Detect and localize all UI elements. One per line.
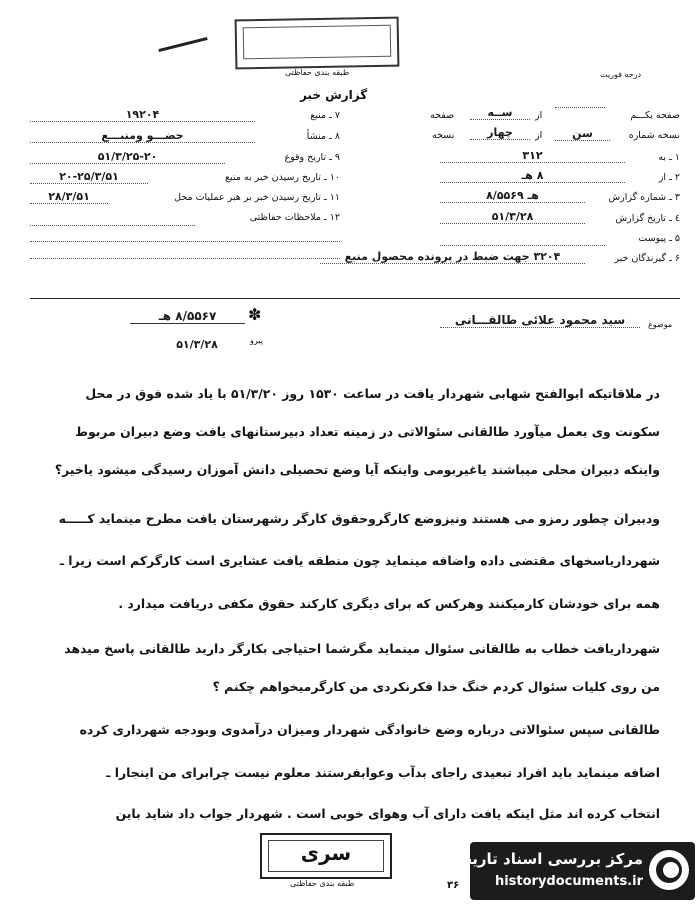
bottom-stamp-caption: طبقه بندی حفاظتی <box>290 879 355 888</box>
field-label-source: ۷ ـ منبع <box>310 110 340 121</box>
field-value-received-date: ۲۰-۲۵/۳/۵۱ <box>30 170 148 184</box>
field-label-protection-notes: ۱۲ ـ ملاحظات حفاظتی <box>249 212 340 223</box>
field-value-occurrence-date: ۵۱/۳/۲۵-۲۰ <box>30 150 225 164</box>
body-line: شهرداریاسخهای مقتضی داده واضافه مینماید چون منطقه یافت عشایری است کارگرکم است زیرا ـ <box>59 553 660 568</box>
field-value-report-date: ۵۱/۳/۲۸ <box>440 210 585 224</box>
field-label-recipients: ۶ ـ گیرندگان خبر <box>614 253 680 264</box>
body-line: ودبیران چطور رمزو می هستند ونیزوضع کارگروحقوق کارگر رشهرستان یافت مطرح مینماید کـــــه <box>58 511 660 526</box>
page-number: ۳۶ <box>447 880 460 891</box>
field-copy-unit: نسخه <box>432 130 455 141</box>
page-title: گزارش خبر <box>300 88 368 102</box>
field-value-recipients: ۳۲۰۴ جهت ضبط در پرونده محصول منبع <box>320 250 585 264</box>
body-line: اضافه مینماید باید افراد تبعیدی راجای بدآب وعوابفرستند معلوم نیست چرابرای من اینجارا ـ <box>106 765 660 780</box>
field-value-origin: حضـــو ومنبـــع <box>30 129 255 143</box>
field-line-notes-3 <box>30 257 340 259</box>
field-value-copy-number: سن <box>555 127 610 141</box>
field-label-ops-date: ۱۱ ـ تاریخ رسیدن خبر بر هبر عملیات محل <box>174 192 340 203</box>
field-value-page-total: ســه <box>470 106 530 120</box>
field-label-to: ۱ ـ به <box>658 152 680 163</box>
body-line: انتخاب کرده اند مثل اینکه یافت دارای آب وهوای خوبی است . شهردار جواب داد شاید باین <box>115 806 660 821</box>
priority-label: درجه فوریت <box>600 70 642 79</box>
archive-logo-icon <box>649 850 689 890</box>
field-line-notes <box>30 224 195 226</box>
field-label-attachment: ۵ ـ پیوست <box>638 233 680 244</box>
field-label-page: صفحه یکـــم <box>630 110 680 121</box>
body-line: من روی کلیات سئوال کردم خنگ خدا فکرنکردی من کارگرمیخواهم چکنم ؟ <box>212 679 660 694</box>
field-value-to: ۳۱۲ <box>440 149 625 163</box>
stamp-secret-text: سری <box>300 841 352 865</box>
field-label-origin: ۸ ـ منشأ <box>306 131 340 142</box>
watermark-url: historydocuments.ir <box>494 874 643 889</box>
reference-date: ۵۱/۳/۲۸ <box>176 338 218 351</box>
field-label-from: ۲ ـ از <box>658 172 680 183</box>
classification-stamp-bottom <box>260 833 392 879</box>
field-page-number-blank <box>555 107 605 108</box>
subject-label: موضوع <box>648 320 673 329</box>
subject-value: سید محمود علائی طالقـــانی <box>440 313 640 328</box>
body-line: واینکه دبیران محلی میباشند یاغیربومی واینکه آیا وضع تحصیلی دانش آموزان رسیدگی میشود یاخیر؟ <box>54 462 660 477</box>
body-line: همه برای خودشان کارمیکنند وهرکس که برای دیگری کارکند حقوق مکفی دریافت میدارد . <box>118 596 660 611</box>
field-page-of: از <box>535 110 543 121</box>
field-value-from: ۸ هـ <box>440 169 625 183</box>
field-label-report-date: ٤ ـ تاریخ گزارش <box>615 213 680 224</box>
field-label-occurrence-date: ۹ ـ تاریخ وقوع <box>284 152 340 163</box>
follow-label: پیرو <box>250 336 263 345</box>
divider <box>30 298 680 299</box>
classification-stamp-top <box>235 17 400 70</box>
body-line: در ملاقاتیکه ابوالفتح شهابی شهردار یافت در ساعت ۱۵۳۰ روز ۵۱/۳/۲۰ با یاد شده فوق در محل <box>85 386 660 401</box>
body-line: طالقانی سپس سئوالاتی درباره وضع خانوادگی شهردار ومیزان درآمدوی وبودجه شهرداری کرده <box>79 722 660 737</box>
field-value-report-number: ۸/۵۵۶۹ هـ <box>440 189 585 203</box>
field-value-copy-total: چهار <box>470 126 530 140</box>
field-copy-of: از <box>535 130 543 141</box>
field-value-ops-date: ۲۸/۳/۵۱ <box>30 190 108 204</box>
field-label-received-date: ۱۰ ـ تاریخ رسیدن خبر به منبع <box>225 172 340 183</box>
field-value-source: ۱۹۲۰۴ <box>30 108 255 122</box>
field-line-notes-2 <box>30 240 340 242</box>
top-stamp-caption: طبقه بندی حفاظتی <box>285 68 350 77</box>
watermark-title: مرکز بررسی اسناد تاریخی <box>446 850 643 868</box>
field-line-attachment <box>440 244 605 246</box>
reference-mark: ✽ <box>248 305 262 324</box>
body-line: سکونت وی بعمل میآورد طالقانی سئوالاتی در زمینه تعداد دبیرستانهای یافت وضع دبیران مربوط <box>75 424 660 439</box>
reference-number: ۸/۵۵۶۷ هـ <box>130 309 245 324</box>
pen-mark <box>158 37 207 52</box>
body-line: شهرداریافت خطاب به طالقانی سئوال مینماید مگرشما احتیاجی بکارگر دارید طالقانی پاسخ میدهد <box>64 641 660 656</box>
field-label-copy: نسخه شماره <box>628 130 680 141</box>
field-label-report-number: ۳ ـ شماره گزارش <box>608 192 680 203</box>
field-page-unit: صفحه <box>430 110 455 121</box>
